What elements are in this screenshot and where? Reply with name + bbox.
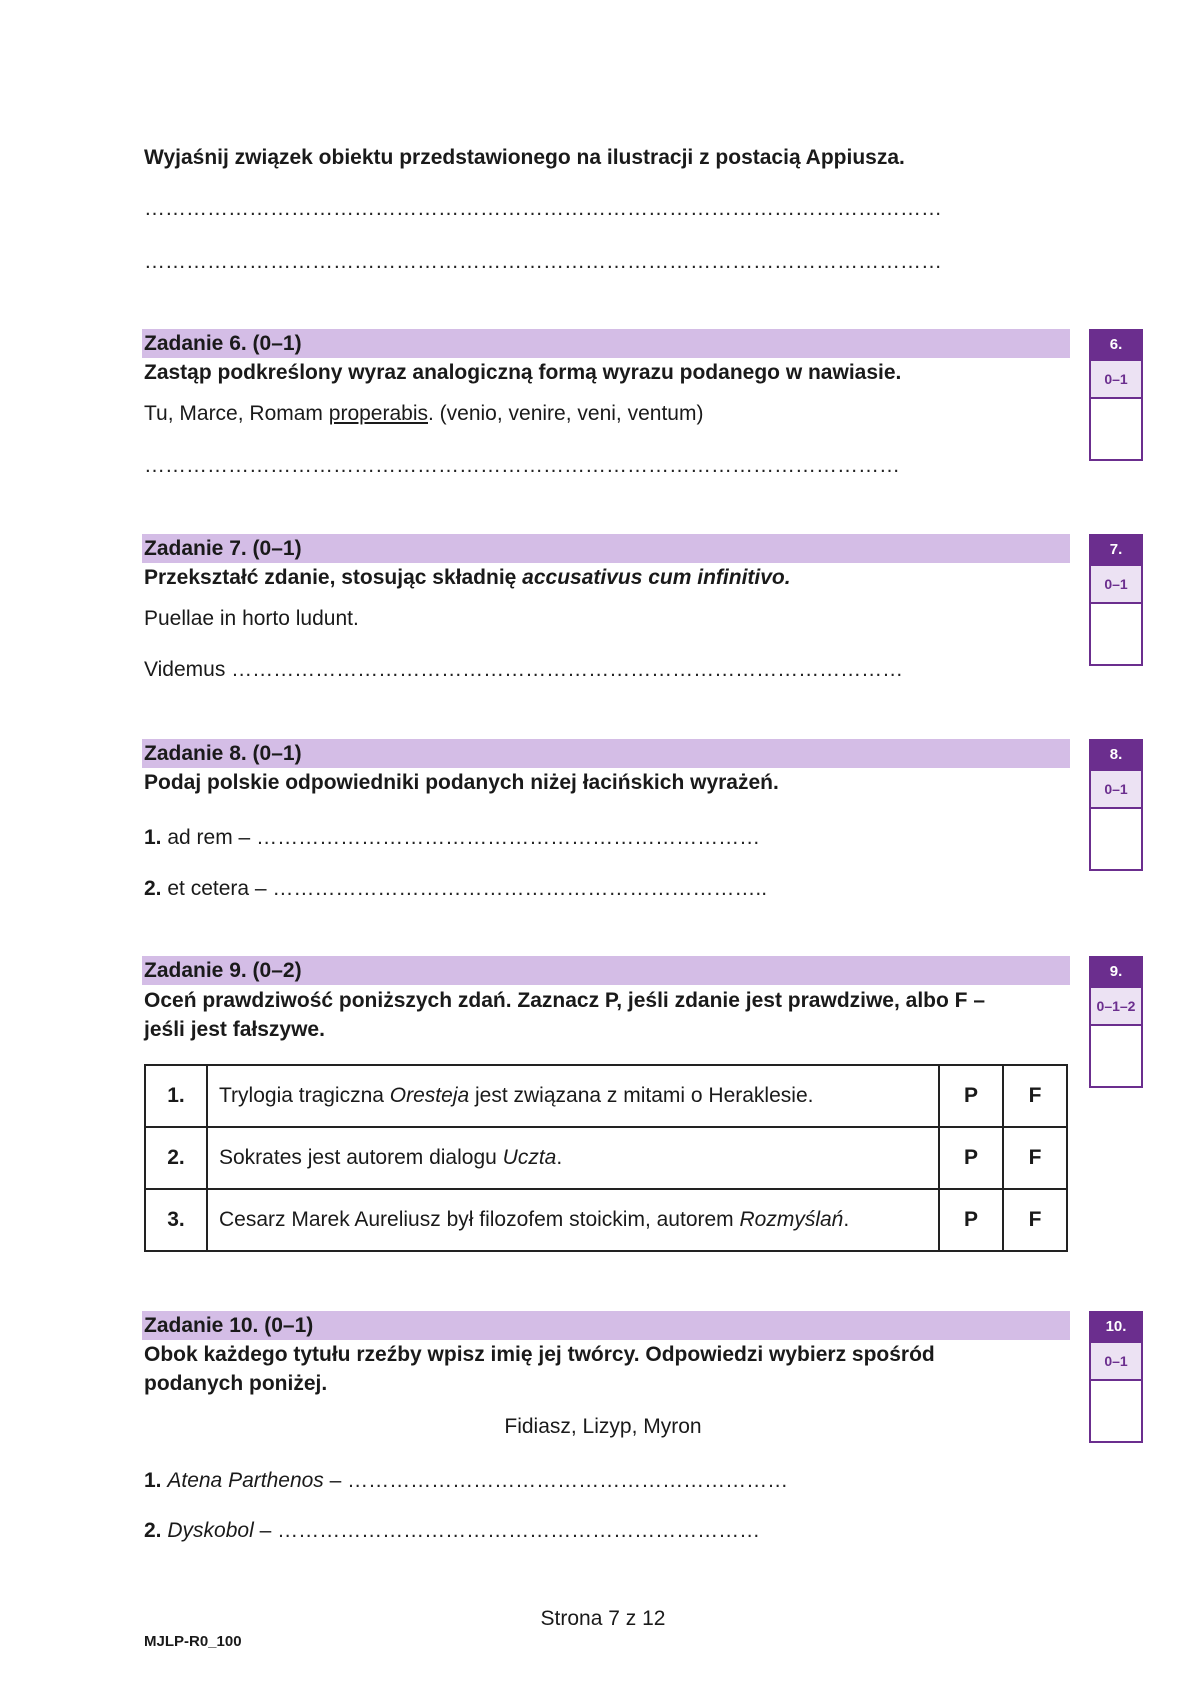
option-f[interactable]: F (1003, 1127, 1067, 1189)
task-6-sentence (144, 401, 703, 427)
task-6-instruction: Zastąp podkreślony wyraz analogiczną formą wyrazu podanego w nawiasie. (144, 361, 902, 384)
answer-line[interactable]: ……………………………………………………… (347, 1469, 789, 1492)
item-text: ad rem – (161, 826, 257, 849)
task-10-instruction-line-1: Obok każdego tytułu rzeźby wpisz imię jej twórcy. Odpowiedzi wybierz spośród (144, 1343, 935, 1366)
score-number: 6. (1091, 331, 1141, 359)
score-points: 0–1 (1091, 1341, 1141, 1381)
sentence-text: Tu, Marce, Romam (144, 402, 329, 425)
option-p[interactable]: P (939, 1065, 1003, 1127)
score-box-7 (1089, 534, 1143, 666)
task-9-instruction-line-2: jeśli jest fałszywe. (144, 1018, 325, 1041)
task-8-instruction: Podaj polskie odpowiedniki podanych niżej łacińskich wyrażeń. (144, 771, 779, 794)
task-9-header: Zadanie 9. (0–2) (144, 959, 302, 982)
sculpture-title: Dyskobol (167, 1519, 254, 1542)
answer-line[interactable]: …………………………………………………………….. (272, 877, 768, 900)
list-item (144, 1468, 788, 1494)
statement-text: . (843, 1208, 850, 1231)
option-f[interactable]: F (1003, 1189, 1067, 1251)
statement-text: jest związana z mitami o Heraklesie. (469, 1084, 814, 1107)
instruction-italic: accusativus cum infinitivo. (522, 566, 791, 589)
statement-italic: Uczta (502, 1146, 557, 1169)
option-f[interactable]: F (1003, 1065, 1067, 1127)
score-number: 9. (1091, 958, 1141, 986)
sculpture-title: Atena Parthenos (167, 1469, 324, 1492)
statement-italic: Rozmyślań (739, 1208, 844, 1231)
item-number: 2. (144, 1519, 162, 1542)
score-box-8 (1089, 739, 1143, 871)
row-number: 1. (145, 1065, 207, 1127)
score-number: 10. (1091, 1313, 1141, 1341)
item-number: 1. (144, 1469, 162, 1492)
table-row (145, 1127, 1067, 1189)
option-p[interactable]: P (939, 1127, 1003, 1189)
separator: – (323, 1469, 348, 1492)
underlined-word: properabis (328, 402, 428, 425)
score-box-9 (1089, 956, 1143, 1088)
list-item (144, 1518, 760, 1544)
row-statement (207, 1127, 939, 1189)
instruction-text: Przekształć zdanie, stosując składnię (144, 566, 523, 589)
task-6-header: Zadanie 6. (0–1) (144, 332, 302, 355)
answer-prefix: Videmus (144, 658, 232, 681)
item-number: 1. (144, 826, 162, 849)
task-7-header: Zadanie 7. (0–1) (144, 537, 302, 560)
answer-line[interactable]: …………………………………………………………… (277, 1519, 761, 1542)
answer-line[interactable]: …………………………………………………………………………………… (231, 658, 904, 681)
task-8-header: Zadanie 8. (0–1) (144, 742, 302, 765)
row-number: 3. (145, 1189, 207, 1251)
score-field[interactable] (1091, 399, 1141, 459)
score-box-10 (1089, 1311, 1143, 1443)
score-number: 8. (1091, 741, 1141, 769)
answer-line[interactable]: ……………………………………………………………………………………………… (144, 454, 900, 477)
task-7-instruction (144, 565, 791, 591)
statement-text: Cesarz Marek Aureliusz był filozofem stoickim, autorem (219, 1208, 740, 1231)
answer-options: Fidiasz, Lizyp, Myron (504, 1415, 702, 1438)
statement-italic: Oresteja (389, 1084, 470, 1107)
document-code: MJLP-R0_100 (144, 1633, 242, 1650)
statement-text: . (556, 1146, 563, 1169)
statement-text: Trylogia tragiczna (219, 1084, 390, 1107)
true-false-table (144, 1064, 1068, 1252)
task-10-instruction-line-2: podanych poniżej. (144, 1372, 328, 1395)
option-p[interactable]: P (939, 1189, 1003, 1251)
page-number: Strona 7 z 12 (540, 1607, 666, 1630)
table-row (145, 1189, 1067, 1251)
task-7-sentence: Puellae in horto ludunt. (144, 607, 359, 630)
row-statement (207, 1065, 939, 1127)
answer-line[interactable]: …………………………………………………………………………………………………… (144, 250, 942, 273)
score-points: 0–1 (1091, 769, 1141, 809)
row-statement (207, 1189, 939, 1251)
intro-question: Wyjaśnij związek obiektu przedstawionego na ilustracji z postacią Appiusza. (144, 146, 905, 169)
score-field[interactable] (1091, 604, 1141, 664)
item-number: 2. (144, 877, 162, 900)
score-field[interactable] (1091, 1026, 1141, 1086)
answer-line[interactable]: …………………………………………………………………………………………………… (144, 197, 942, 220)
score-points: 0–1 (1091, 359, 1141, 399)
table-row (145, 1065, 1067, 1127)
answer-line[interactable]: ……………………………………………………………… (256, 826, 761, 849)
row-number: 2. (145, 1127, 207, 1189)
task-7-answer (144, 657, 903, 683)
score-points: 0–1 (1091, 564, 1141, 604)
score-field[interactable] (1091, 809, 1141, 869)
list-item (144, 876, 767, 902)
score-number: 7. (1091, 536, 1141, 564)
list-item (144, 825, 760, 851)
score-box-6 (1089, 329, 1143, 461)
score-field[interactable] (1091, 1381, 1141, 1441)
task-9-instruction-line-1: Oceń prawdziwość poniższych zdań. Zaznacz P, jeśli zdanie jest prawdziwe, albo F – (144, 989, 986, 1012)
task-10-header: Zadanie 10. (0–1) (144, 1314, 314, 1337)
score-points: 0–1–2 (1091, 986, 1141, 1026)
separator: – (253, 1519, 278, 1542)
statement-text: Sokrates jest autorem dialogu (219, 1146, 503, 1169)
item-text: et cetera – (161, 877, 273, 900)
sentence-text: . (venio, venire, veni, ventum) (428, 402, 704, 425)
